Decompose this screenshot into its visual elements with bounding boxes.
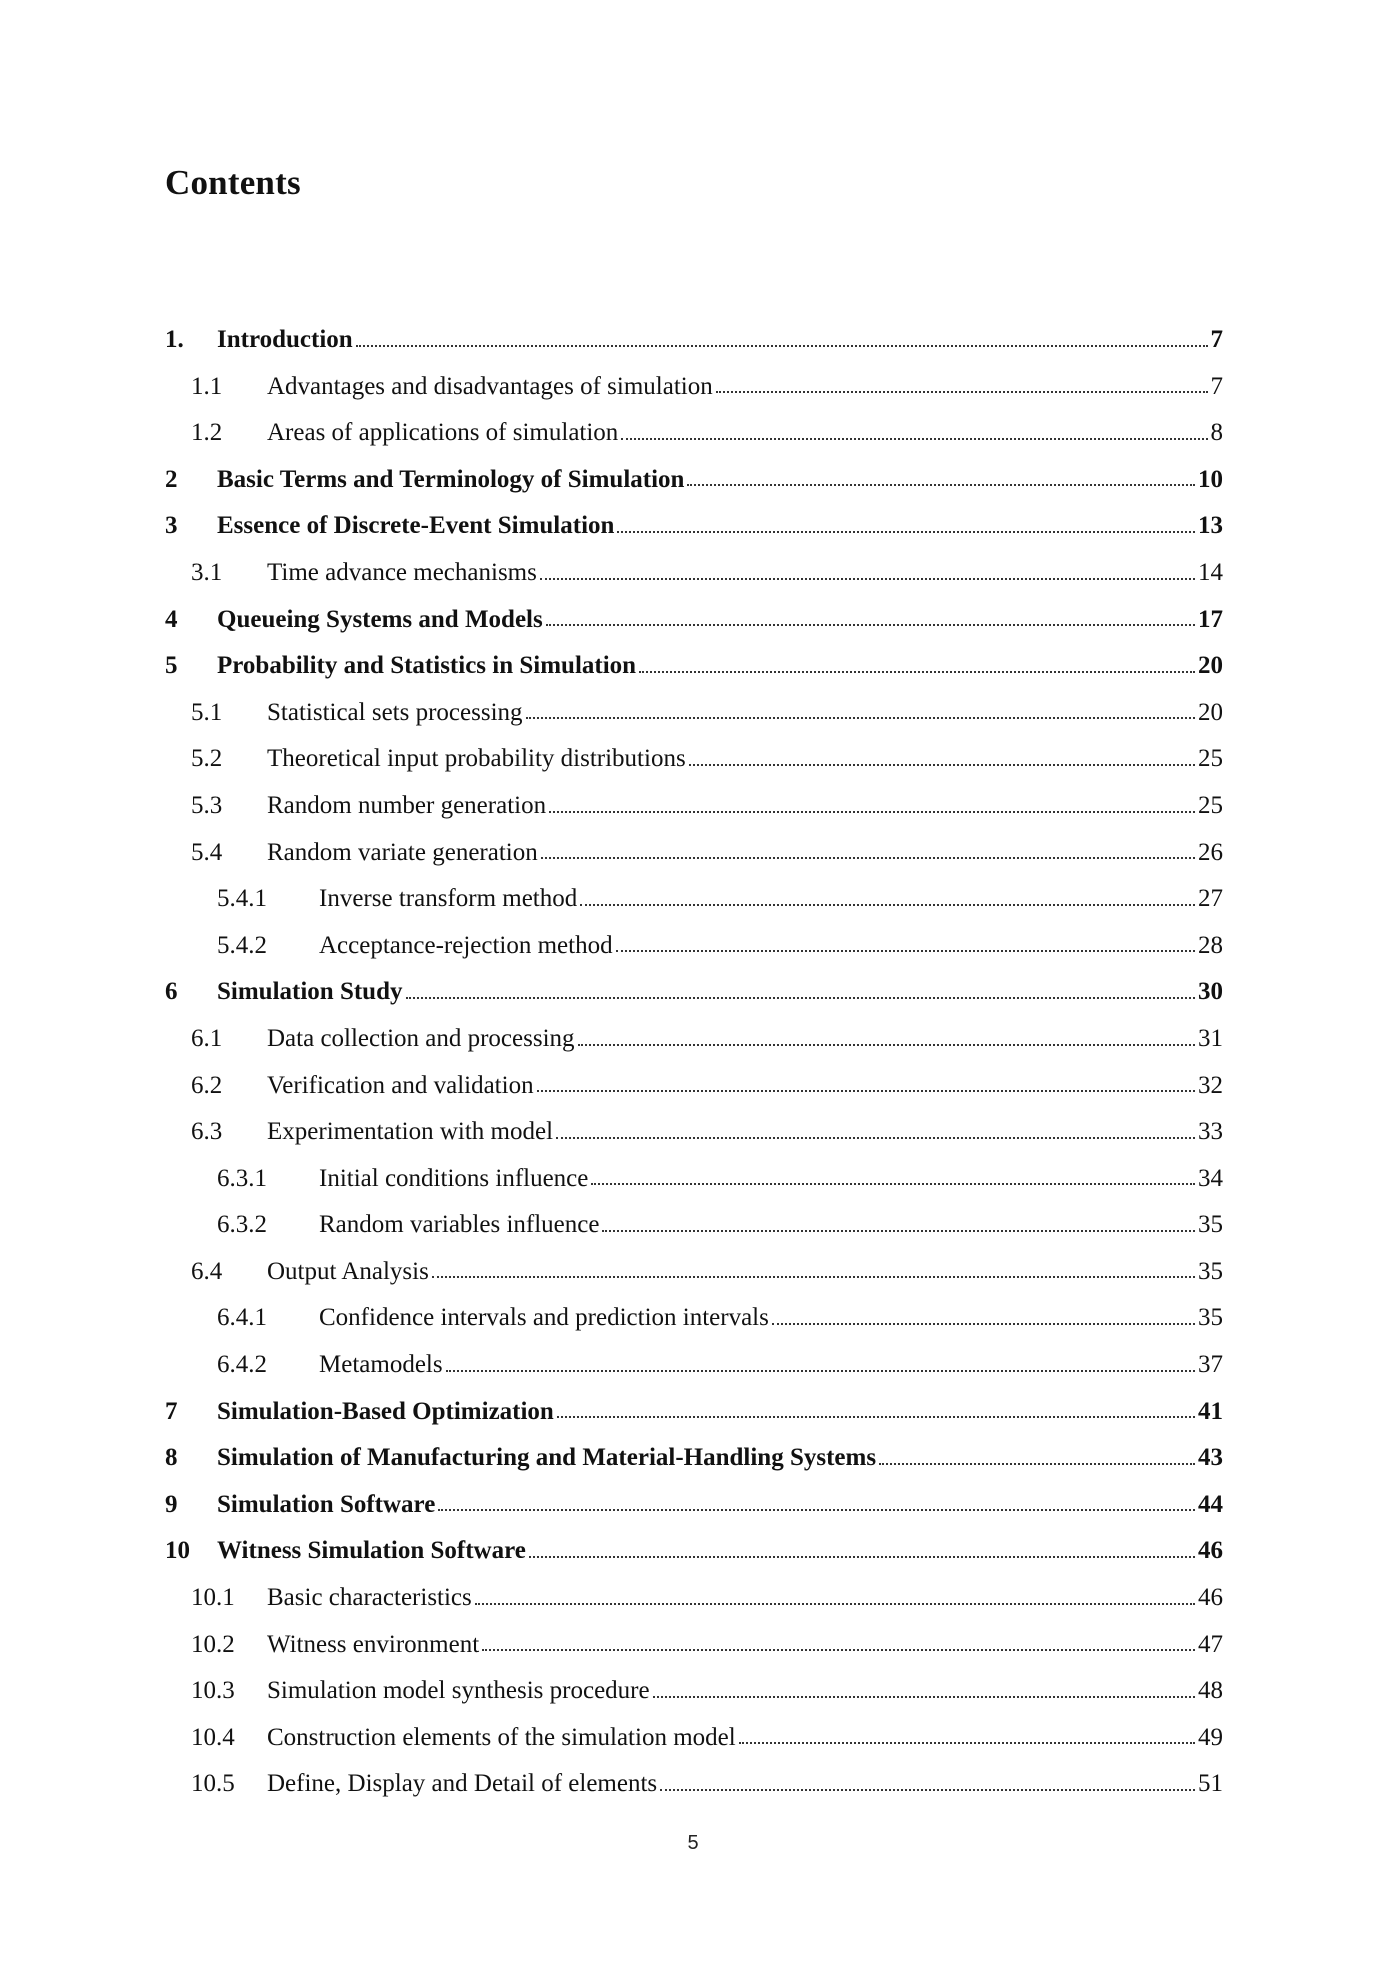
toc-entry-page: 25 <box>1198 791 1223 819</box>
toc-entry-number: 5 <box>165 652 178 680</box>
toc-entry-number: 1.2 <box>191 419 223 447</box>
dot-leader <box>578 1030 1195 1050</box>
toc-entry-number: 7 <box>165 1397 178 1425</box>
toc-entry-title: Simulation Software <box>217 1490 436 1518</box>
dot-leader <box>557 1402 1195 1422</box>
toc-entry-page: 14 <box>1198 558 1223 586</box>
dot-leader <box>438 1495 1195 1515</box>
toc-entry[interactable] <box>165 830 1223 877</box>
toc-entry-number: 10.4 <box>191 1723 235 1751</box>
toc-entry[interactable] <box>165 1202 1223 1249</box>
toc-entry-number: 6.2 <box>191 1071 223 1099</box>
toc-entry-number: 6.4.2 <box>217 1351 267 1379</box>
dot-leader <box>529 1542 1195 1562</box>
dot-leader <box>602 1216 1195 1236</box>
toc-entry-page: 8 <box>1210 419 1223 447</box>
toc-entry-title: Define, Display and Detail of elements <box>267 1770 658 1798</box>
toc-entry-number: 6 <box>165 978 178 1006</box>
dot-leader <box>772 1309 1195 1329</box>
toc-entry-title: Essence of Discrete-Event Simulation <box>217 512 615 540</box>
toc-entry-number: 10.2 <box>191 1630 235 1658</box>
toc-entry-page: 20 <box>1198 652 1223 680</box>
toc-entry-number: 6.3.2 <box>217 1211 267 1239</box>
toc-entry-page: 33 <box>1198 1118 1223 1146</box>
toc-entry-title: Random number generation <box>267 791 547 819</box>
toc-entry-page: 37 <box>1198 1351 1223 1379</box>
toc-entry[interactable] <box>165 1342 1223 1389</box>
dot-leader <box>406 983 1196 1003</box>
dot-leader <box>739 1728 1195 1748</box>
toc-entry-number: 5.2 <box>191 745 223 773</box>
toc-entry[interactable] <box>165 1528 1223 1575</box>
dot-leader <box>356 331 1208 351</box>
dot-leader <box>716 377 1208 397</box>
toc-entry-page: 27 <box>1198 885 1223 913</box>
dot-leader <box>446 1356 1195 1376</box>
toc-entry-number: 6.1 <box>191 1024 223 1052</box>
toc-entry[interactable] <box>165 736 1223 783</box>
toc-entry[interactable] <box>165 1435 1223 1482</box>
toc-entry-page: 7 <box>1210 372 1223 400</box>
toc-entry-page: 48 <box>1198 1677 1223 1705</box>
toc-entry[interactable] <box>165 643 1223 690</box>
toc-entry-page: 28 <box>1198 931 1223 959</box>
toc-entry-title: Simulation of Manufacturing and Material-Handling Systems <box>217 1444 877 1472</box>
toc-entry-title: Probability and Statistics in Simulation <box>217 652 637 680</box>
toc-entry[interactable] <box>165 876 1223 923</box>
toc-entry-title: Construction elements of the simulation model <box>267 1723 736 1751</box>
dot-leader <box>526 703 1195 723</box>
toc-entry-page: 34 <box>1198 1164 1223 1192</box>
toc-entry-page: 13 <box>1198 512 1223 540</box>
toc-entry-page: 26 <box>1198 838 1223 866</box>
toc-entry[interactable] <box>165 1156 1223 1203</box>
dot-leader <box>591 1169 1195 1189</box>
toc-entry[interactable] <box>165 783 1223 830</box>
toc-entry-number: 10.3 <box>191 1677 235 1705</box>
toc-entry-page: 30 <box>1198 978 1223 1006</box>
dot-leader <box>537 1076 1195 1096</box>
page-title: Contents <box>165 163 301 202</box>
toc-entry-number: 5.4.1 <box>217 885 267 913</box>
toc-entry-page: 17 <box>1198 605 1223 633</box>
toc-entry-number: 10.1 <box>191 1584 235 1612</box>
toc-entry-number: 2 <box>165 465 178 493</box>
toc-entry[interactable] <box>165 597 1223 644</box>
toc-entry-title: Statistical sets processing <box>267 698 523 726</box>
toc-entry-number: 3.1 <box>191 558 223 586</box>
toc-entry-number: 8 <box>165 1444 178 1472</box>
toc-entry-title: Acceptance-rejection method <box>319 931 613 959</box>
toc-entry[interactable] <box>165 1622 1223 1669</box>
toc-entry-title: Verification and validation <box>267 1071 534 1099</box>
toc-entry-title: Inverse transform method <box>319 885 578 913</box>
toc-entry-page: 44 <box>1198 1490 1223 1518</box>
toc-entry-title: Theoretical input probability distributions <box>267 745 686 773</box>
toc-entry[interactable] <box>165 969 1223 1016</box>
toc-entry-title: Areas of applications of simulation <box>267 419 619 447</box>
dot-leader <box>653 1682 1195 1702</box>
dot-leader <box>482 1635 1195 1655</box>
dot-leader <box>540 564 1195 584</box>
toc-entry-number: 10.5 <box>191 1770 235 1798</box>
toc-entry-title: Simulation Study <box>217 978 403 1006</box>
toc-entry-number: 3 <box>165 512 178 540</box>
toc-entry[interactable] <box>165 317 1223 364</box>
dot-leader <box>580 890 1195 910</box>
toc-entry-title: Basic characteristics <box>267 1584 472 1612</box>
toc-entry-title: Introduction <box>217 326 353 353</box>
toc-entry[interactable] <box>165 1715 1223 1762</box>
toc-entry[interactable] <box>165 690 1223 737</box>
toc-entry-page: 43 <box>1198 1444 1223 1472</box>
toc-entry-page: 51 <box>1198 1770 1223 1798</box>
toc-entry-page: 35 <box>1198 1257 1223 1285</box>
toc-entry-title: Metamodels <box>319 1351 443 1379</box>
toc-entry-page: 46 <box>1198 1584 1223 1612</box>
toc-entry[interactable] <box>165 503 1223 550</box>
toc-entry-number: 4 <box>165 605 178 633</box>
toc-entry-title: Simulation-Based Optimization <box>217 1397 554 1425</box>
toc-entry[interactable] <box>165 923 1223 970</box>
dot-leader <box>475 1589 1195 1609</box>
dot-leader <box>617 517 1195 537</box>
toc-entry-page: 46 <box>1198 1537 1223 1565</box>
toc-entry[interactable] <box>165 1063 1223 1110</box>
dot-leader <box>549 797 1195 817</box>
toc-entry-title: Queueing Systems and Models <box>217 605 543 633</box>
toc-entry-title: Simulation model synthesis procedure <box>267 1677 650 1705</box>
dot-leader <box>616 936 1195 956</box>
toc-entry[interactable] <box>165 1575 1223 1622</box>
toc-entry-number: 6.4 <box>191 1257 223 1285</box>
toc-entry-page: 31 <box>1198 1024 1223 1052</box>
toc-entry-number: 5.4 <box>191 838 223 866</box>
dot-leader <box>546 610 1195 630</box>
toc-entry-number: 5.4.2 <box>217 931 267 959</box>
dot-leader <box>639 657 1195 677</box>
toc-entry-page: 35 <box>1198 1211 1223 1239</box>
toc-entry[interactable] <box>165 410 1223 457</box>
toc-entry-title: Experimentation with model <box>267 1118 554 1146</box>
dot-leader <box>879 1449 1195 1469</box>
toc-entry-title: Random variables influence <box>319 1211 600 1239</box>
toc-entry-page: 7 <box>1210 326 1223 353</box>
page-number: 5 <box>687 1832 699 1854</box>
dot-leader <box>660 1775 1195 1795</box>
toc-entry[interactable] <box>165 1482 1223 1529</box>
toc-entry-number: 5.3 <box>191 791 223 819</box>
toc-entry[interactable] <box>165 1295 1223 1342</box>
toc-entry[interactable] <box>165 1761 1223 1808</box>
toc-entry-number: 5.1 <box>191 698 223 726</box>
toc-entry-page: 25 <box>1198 745 1223 773</box>
dot-leader <box>689 750 1195 770</box>
toc-entry-page: 32 <box>1198 1071 1223 1099</box>
toc-entry-title: Data collection and processing <box>267 1024 575 1052</box>
dot-leader <box>432 1262 1195 1282</box>
toc-entry-title: Advantages and disadvantages of simulation <box>267 372 713 400</box>
toc-entry[interactable] <box>165 1249 1223 1296</box>
toc-entry[interactable] <box>165 1389 1223 1436</box>
toc-entry[interactable] <box>165 550 1223 597</box>
toc-entry[interactable] <box>165 1668 1223 1715</box>
toc-entry-title: Output Analysis <box>267 1257 429 1285</box>
toc-entry-page: 49 <box>1198 1723 1223 1751</box>
toc-entry-page: 41 <box>1198 1397 1223 1425</box>
toc-entry-page: 10 <box>1198 465 1223 493</box>
toc-entry-number: 6.3 <box>191 1118 223 1146</box>
toc-entry-title: Basic Terms and Terminology of Simulation <box>217 465 685 493</box>
toc-entry-title: Witness environment <box>267 1630 480 1658</box>
table-of-contents <box>165 317 1223 1808</box>
toc-entry-number: 6.3.1 <box>217 1164 267 1192</box>
toc-entry-number: 6.4.1 <box>217 1304 267 1332</box>
toc-entry[interactable] <box>165 1016 1223 1063</box>
toc-entry-title: Witness Simulation Software <box>217 1537 526 1565</box>
toc-entry-title: Initial conditions influence <box>319 1164 589 1192</box>
toc-entry-number: 10 <box>165 1537 190 1565</box>
toc-entry-number: 1. <box>165 326 184 353</box>
dot-leader <box>687 470 1195 490</box>
dot-leader <box>541 843 1195 863</box>
toc-entry-title: Confidence intervals and prediction intervals <box>319 1304 769 1332</box>
toc-entry-title: Time advance mechanisms <box>267 558 537 586</box>
toc-entry[interactable] <box>165 1109 1223 1156</box>
toc-entry[interactable] <box>165 457 1223 504</box>
toc-entry-number: 1.1 <box>191 372 223 400</box>
toc-entry-page: 47 <box>1198 1630 1223 1658</box>
dot-leader <box>556 1123 1195 1143</box>
dot-leader <box>621 424 1207 444</box>
toc-entry[interactable] <box>165 364 1223 411</box>
toc-entry-page: 20 <box>1198 698 1223 726</box>
toc-entry-page: 35 <box>1198 1304 1223 1332</box>
toc-entry-number: 9 <box>165 1490 178 1518</box>
toc-entry-title: Random variate generation <box>267 838 538 866</box>
